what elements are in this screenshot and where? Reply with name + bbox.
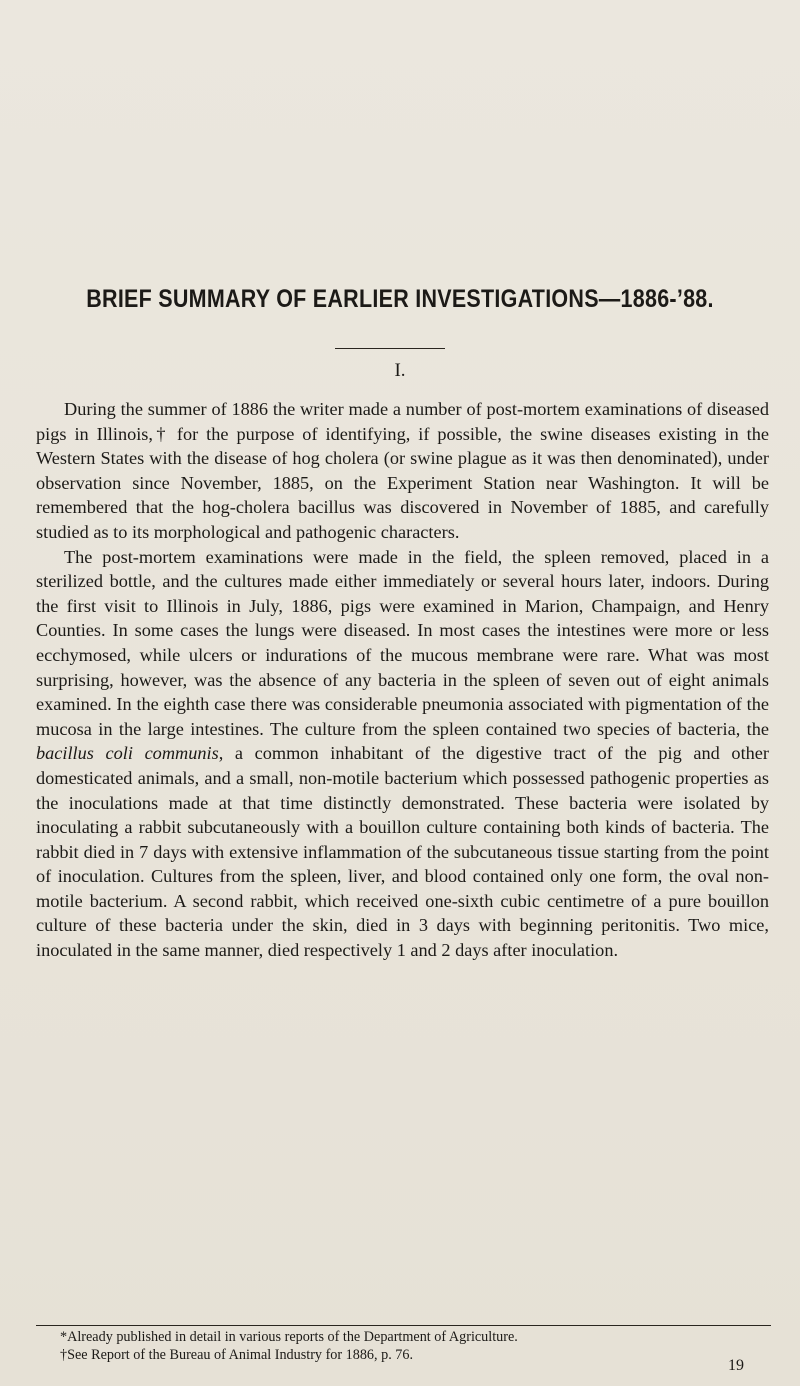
paragraph-1-text: During the summer of 1886 the writer made a number of post-mortem examinations of diseased pigs in Illinois,† for the purpose of identifying, if possible, the swine diseases existing in the Western States with the disease of hog cholera (or swine plague as it was then denominated), under observation since November, 1885, on the Experiment Station near Washington. It will be remembered that the hog-cholera bacillus was discovered in November of 1885, and carefully studied as to its morphological and pathogenic characters. <box>36 399 769 542</box>
paragraph-1 <box>36 397 769 545</box>
paragraph-2 <box>36 545 769 963</box>
footnote-divider <box>36 1325 771 1326</box>
species-name-italic: bacillus coli communis <box>36 743 219 764</box>
footnote-2: †See Report of the Bureau of Animal Industry for 1886, p. 76. <box>60 1347 414 1363</box>
paragraph-2-text-end: , a common inhabitant of the digestive tract of the pig and other domesticated animals, and a small, non-motile bacterium which possessed pathogenic properties as the inoculations made at that time distinctly demonstrated. These bacteria were isolated by inoculating a rabbit subcutaneously with a bouillon culture containing both kinds of bacteria. The rabbit died in 7 days with extensive inflammation of the subcutaneous tissue starting from the point of inoculation. Cultures from the spleen, liver, and blood contained only one form, the oval non-motile bacterium. A second rabbit, which received one-sixth cubic centimetre of a pure bouillon culture of these bacteria under the skin, died in 3 days with beginning peritonitis. Two mice, inoculated in the same manner, died respectively 1 and 2 days after inoculation. <box>36 743 769 961</box>
heading-divider <box>335 348 445 349</box>
section-number: I. <box>394 360 406 381</box>
footnote-1: *Already published in detail in various reports of the Department of Agriculture. <box>60 1329 518 1345</box>
paragraph-2-text-start: The post-mortem examinations were made in the field, the spleen removed, placed in a sterilized bottle, and the cultures made either immediately or several hours later, indoors. During the first visit to Illinois in July, 1886, pigs were examined in Marion, Champaign, and Henry Counties. In some cases the lungs were diseased. In most cases the intestines were more or less ecchymosed, while ulcers or indurations of the mucous membrane were rare. What was most surprising, however, was the absence of any bacteria in the spleen of seven out of eight animals examined. In the eighth case there was considerable pneumonia associated with pigmentation of the mucosa in the large intestines. The culture from the spleen contained two species of bacteria, the <box>36 546 769 739</box>
page-number: 19 <box>728 1357 744 1374</box>
page-heading: BRIEF SUMMARY OF EARLIER INVESTIGATIONS—1886-’88. <box>86 285 714 313</box>
body-text <box>36 397 769 963</box>
footnotes <box>60 1328 770 1364</box>
